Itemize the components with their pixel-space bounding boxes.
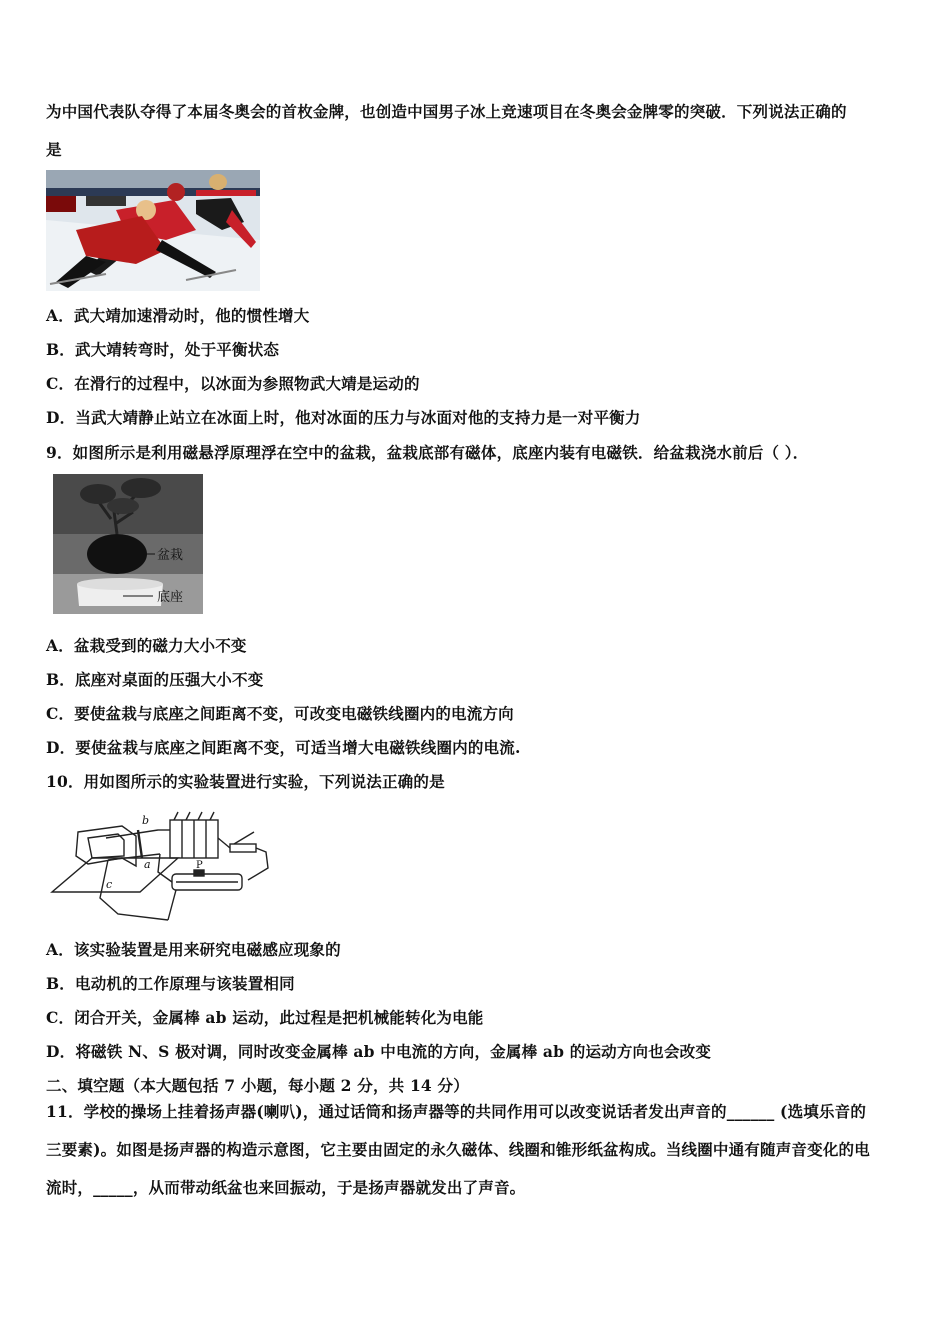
fig-label-a: a <box>144 858 151 871</box>
q10-option-b: B．电动机的工作原理与该装置相同 <box>46 974 295 993</box>
fig-label-c: c <box>106 878 113 891</box>
q8-option-d: D．当武大靖静止站立在冰面上时，他对冰面的压力与冰面对他的支持力是一对平衡力 <box>46 408 641 427</box>
q10-stem: 10．用如图所示的实验装置进行实验，下列说法正确的是 <box>46 772 445 791</box>
speed-skating-photo <box>46 170 260 291</box>
q8-option-b: B．武大靖转弯时，处于平衡状态 <box>46 340 280 359</box>
q10-option-c: C．闭合开关，金属棒 ab 运动，此过程是把机械能转化为电能 <box>46 1008 484 1027</box>
q9-option-a: A．盆栽受到的磁力大小不变 <box>46 636 247 655</box>
electromagnet-apparatus-figure <box>48 808 274 924</box>
fig-label-pot: 盆栽 <box>157 548 184 563</box>
maglev-pot-figure <box>53 474 203 614</box>
q9-option-d: D．要使盆栽与底座之间距离不变，可适当增大电磁铁线圈内的电流. <box>46 738 521 757</box>
fig-label-b: b <box>142 814 150 827</box>
section-heading: 二、填空题（本大题包括 7 小题，每小题 2 分，共 14 分） <box>46 1076 469 1095</box>
q11-line3: 流时，_____，从而带动纸盆也来回振动，于是扬声器就发出了声音。 <box>46 1178 526 1197</box>
fig-label-base: 底座 <box>157 590 184 605</box>
q9-option-c: C．要使盆栽与底座之间距离不变，可改变电磁铁线圈内的电流方向 <box>46 704 514 723</box>
q10-option-a: A．该实验装置是用来研究电磁感应现象的 <box>46 940 341 959</box>
q8-intro-line1: 为中国代表队夺得了本届冬奥会的首枚金牌，也创造中国男子冰上竞速项目在冬奥会金牌零的突破．下列说法正确的 <box>46 102 847 121</box>
q10-option-d: D．将磁铁 N、S 极对调，同时改变金属棒 ab 中电流的方向，金属棒 ab 的运动方向也会改变 <box>46 1042 712 1061</box>
q8-intro-line2: 是 <box>46 140 62 159</box>
q9-option-b: B．底座对桌面的压强大小不变 <box>46 670 264 689</box>
q9-stem: 9．如图所示是利用磁悬浮原理浮在空中的盆栽，盆栽底部有磁体，底座内装有电磁铁．给盆栽浇水前后（ ）． <box>46 443 809 462</box>
q11-line2: 三要素)。如图是扬声器的构造示意图，它主要由固定的永久磁体、线圈和锥形纸盆构成。当线圈中通有随声音变化的电 <box>46 1140 870 1159</box>
q8-option-c: C．在滑行的过程中，以冰面为参照物武大靖是运动的 <box>46 374 420 393</box>
fig-label-p: P <box>196 860 203 871</box>
q11-line1: 11．学校的操场上挂着扬声器(喇叭)，通过话筒和扬声器等的共同作用可以改变说话者发出声音的______ (选填乐音的 <box>46 1102 867 1121</box>
q8-option-a: A．武大靖加速滑动时，他的惯性增大 <box>46 306 310 325</box>
